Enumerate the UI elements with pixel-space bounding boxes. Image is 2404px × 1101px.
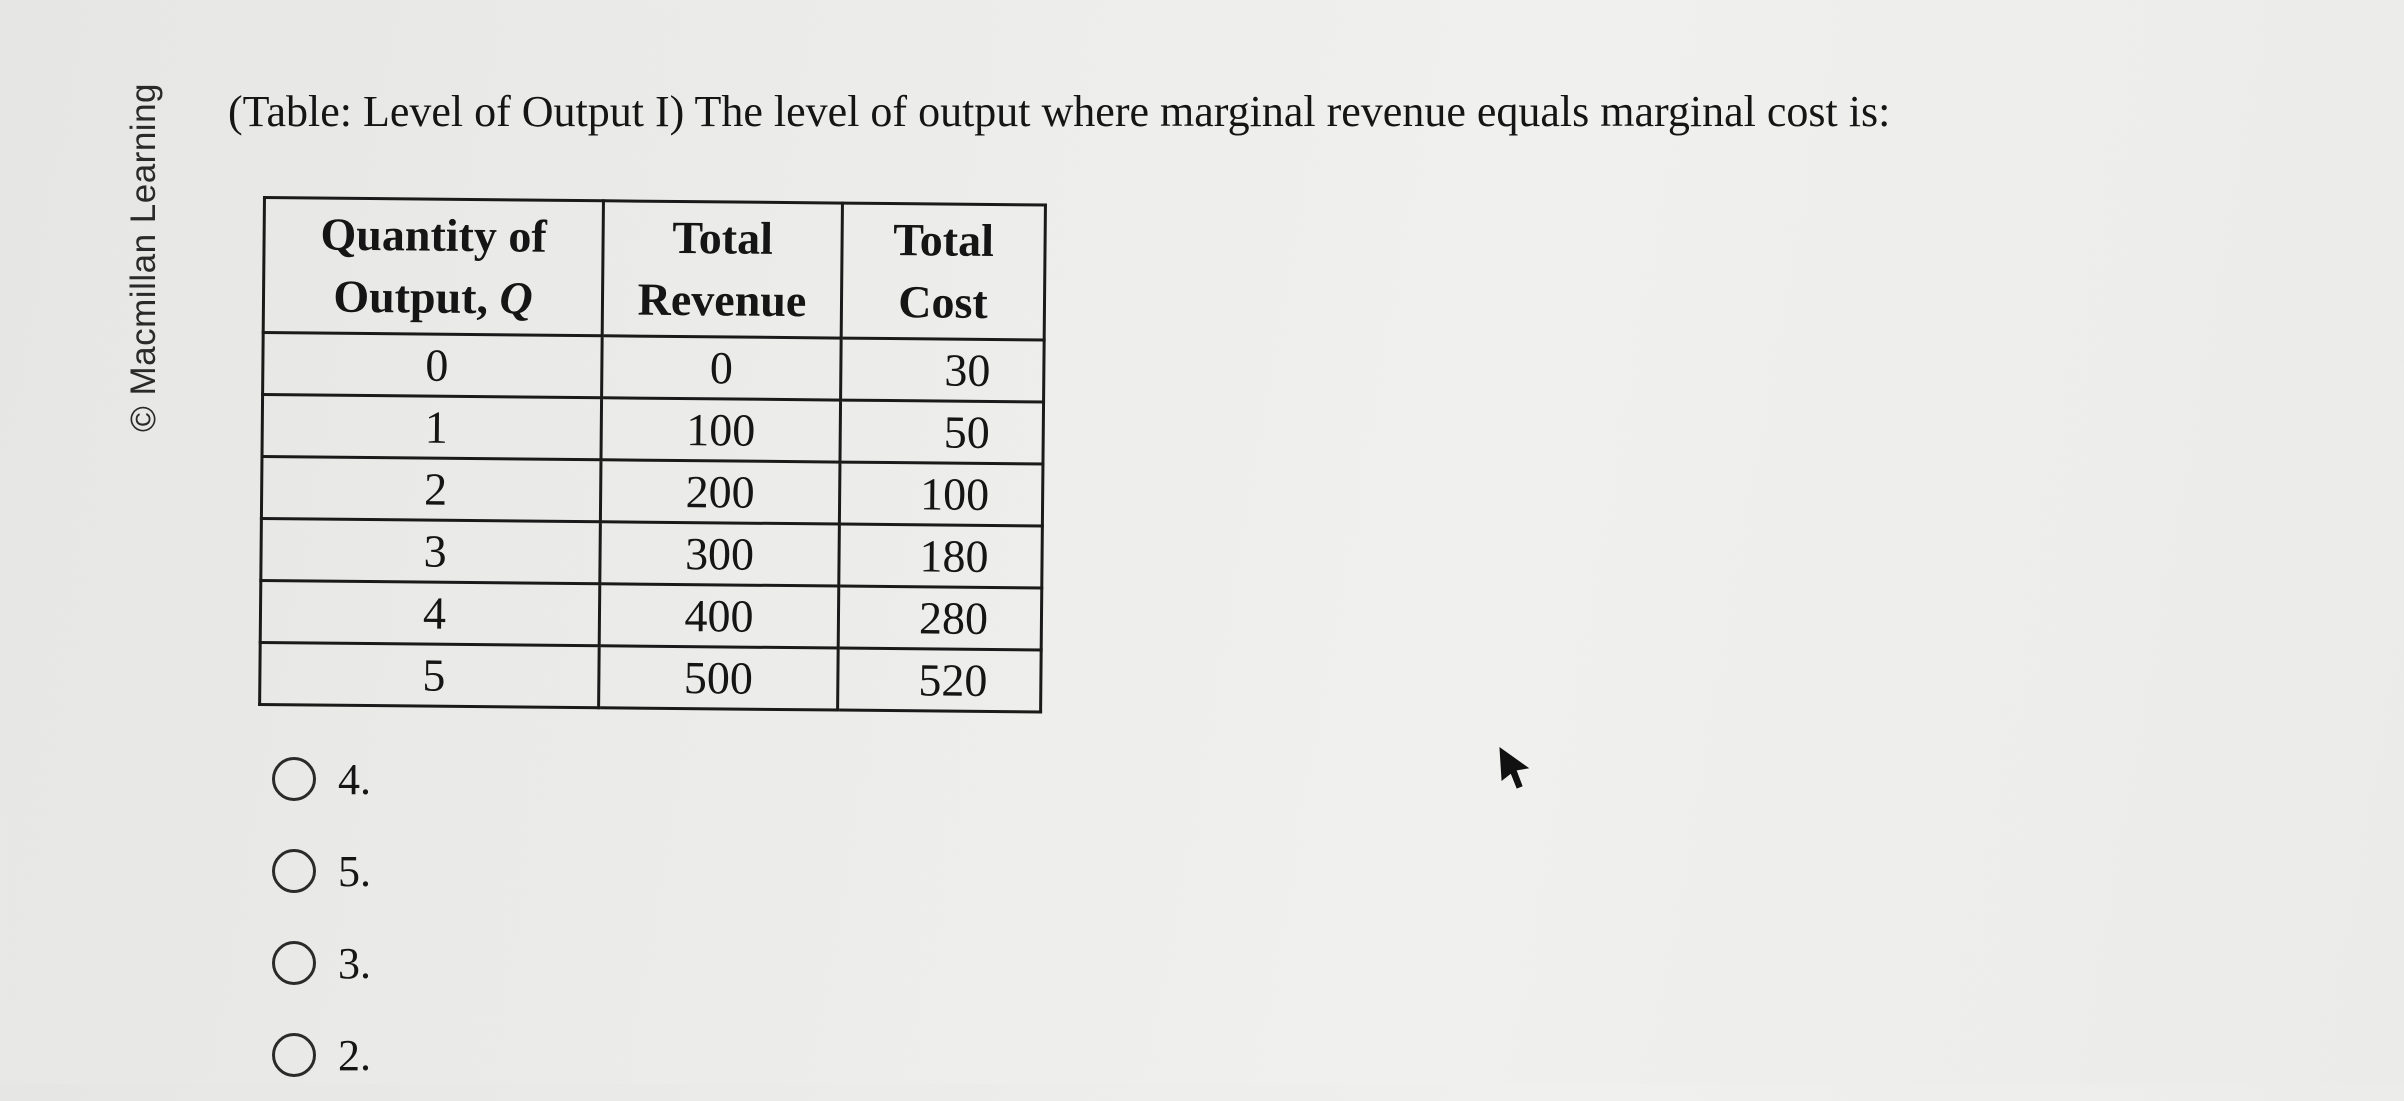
mouse-pointer-icon bbox=[1498, 746, 1532, 792]
question-text: (Table: Level of Output I) The level of output where marginal revenue equals marginal cost is: bbox=[228, 87, 1891, 136]
header-total-revenue bbox=[602, 201, 842, 338]
radio-button[interactable] bbox=[272, 757, 316, 801]
header-line: Total bbox=[893, 214, 995, 267]
table-row bbox=[260, 642, 1042, 711]
table-cell: 400 bbox=[599, 584, 839, 648]
table-cell: 200 bbox=[600, 460, 840, 524]
data-table-container bbox=[258, 196, 1047, 714]
table-cell: 5 bbox=[260, 642, 600, 707]
option-label: 3. bbox=[338, 938, 371, 988]
answer-option-4[interactable] bbox=[272, 733, 371, 825]
table-cell: 280 bbox=[838, 586, 1042, 650]
table-cell: 300 bbox=[600, 522, 840, 586]
header-quantity bbox=[263, 198, 603, 336]
radio-button[interactable] bbox=[272, 941, 316, 985]
table-cell: 50 bbox=[840, 400, 1044, 464]
table-cell: 500 bbox=[599, 646, 839, 710]
table-cell: 30 bbox=[841, 338, 1045, 402]
header-line: Revenue bbox=[637, 273, 807, 327]
answer-option-2[interactable] bbox=[272, 1009, 371, 1101]
table-header-row bbox=[263, 198, 1045, 340]
radio-button[interactable] bbox=[272, 1033, 316, 1077]
table-row bbox=[263, 333, 1045, 402]
variable-q: Q bbox=[499, 272, 533, 324]
table-row bbox=[261, 457, 1043, 526]
table-cell: 100 bbox=[601, 398, 841, 462]
header-line: Total bbox=[672, 211, 774, 264]
answer-option-5[interactable] bbox=[272, 825, 371, 917]
header-total-cost bbox=[841, 203, 1045, 340]
option-label: 4. bbox=[338, 754, 371, 804]
table-cell: 1 bbox=[262, 395, 602, 460]
table-cell: 3 bbox=[261, 518, 601, 583]
table-cell: 2 bbox=[261, 457, 601, 522]
option-label: 2. bbox=[338, 1030, 371, 1080]
table-cell: 520 bbox=[838, 648, 1042, 712]
table-row bbox=[260, 580, 1042, 649]
table-cell: 0 bbox=[263, 333, 603, 398]
answer-option-3[interactable] bbox=[272, 917, 371, 1009]
data-table bbox=[258, 196, 1047, 714]
watermark-text: © Macmillan Learning bbox=[124, 83, 163, 432]
table-cell: 0 bbox=[602, 336, 842, 400]
table-row bbox=[262, 395, 1044, 464]
header-line: Output, Q bbox=[333, 270, 533, 324]
answer-options bbox=[272, 733, 371, 1101]
table-cell: 100 bbox=[839, 462, 1043, 526]
table-cell: 4 bbox=[260, 580, 600, 645]
header-line: Cost bbox=[898, 276, 988, 328]
option-label: 5. bbox=[338, 846, 371, 896]
header-line: Quantity of bbox=[320, 208, 547, 262]
table-row bbox=[261, 518, 1043, 587]
radio-button[interactable] bbox=[272, 849, 316, 893]
table-cell: 180 bbox=[839, 524, 1043, 588]
